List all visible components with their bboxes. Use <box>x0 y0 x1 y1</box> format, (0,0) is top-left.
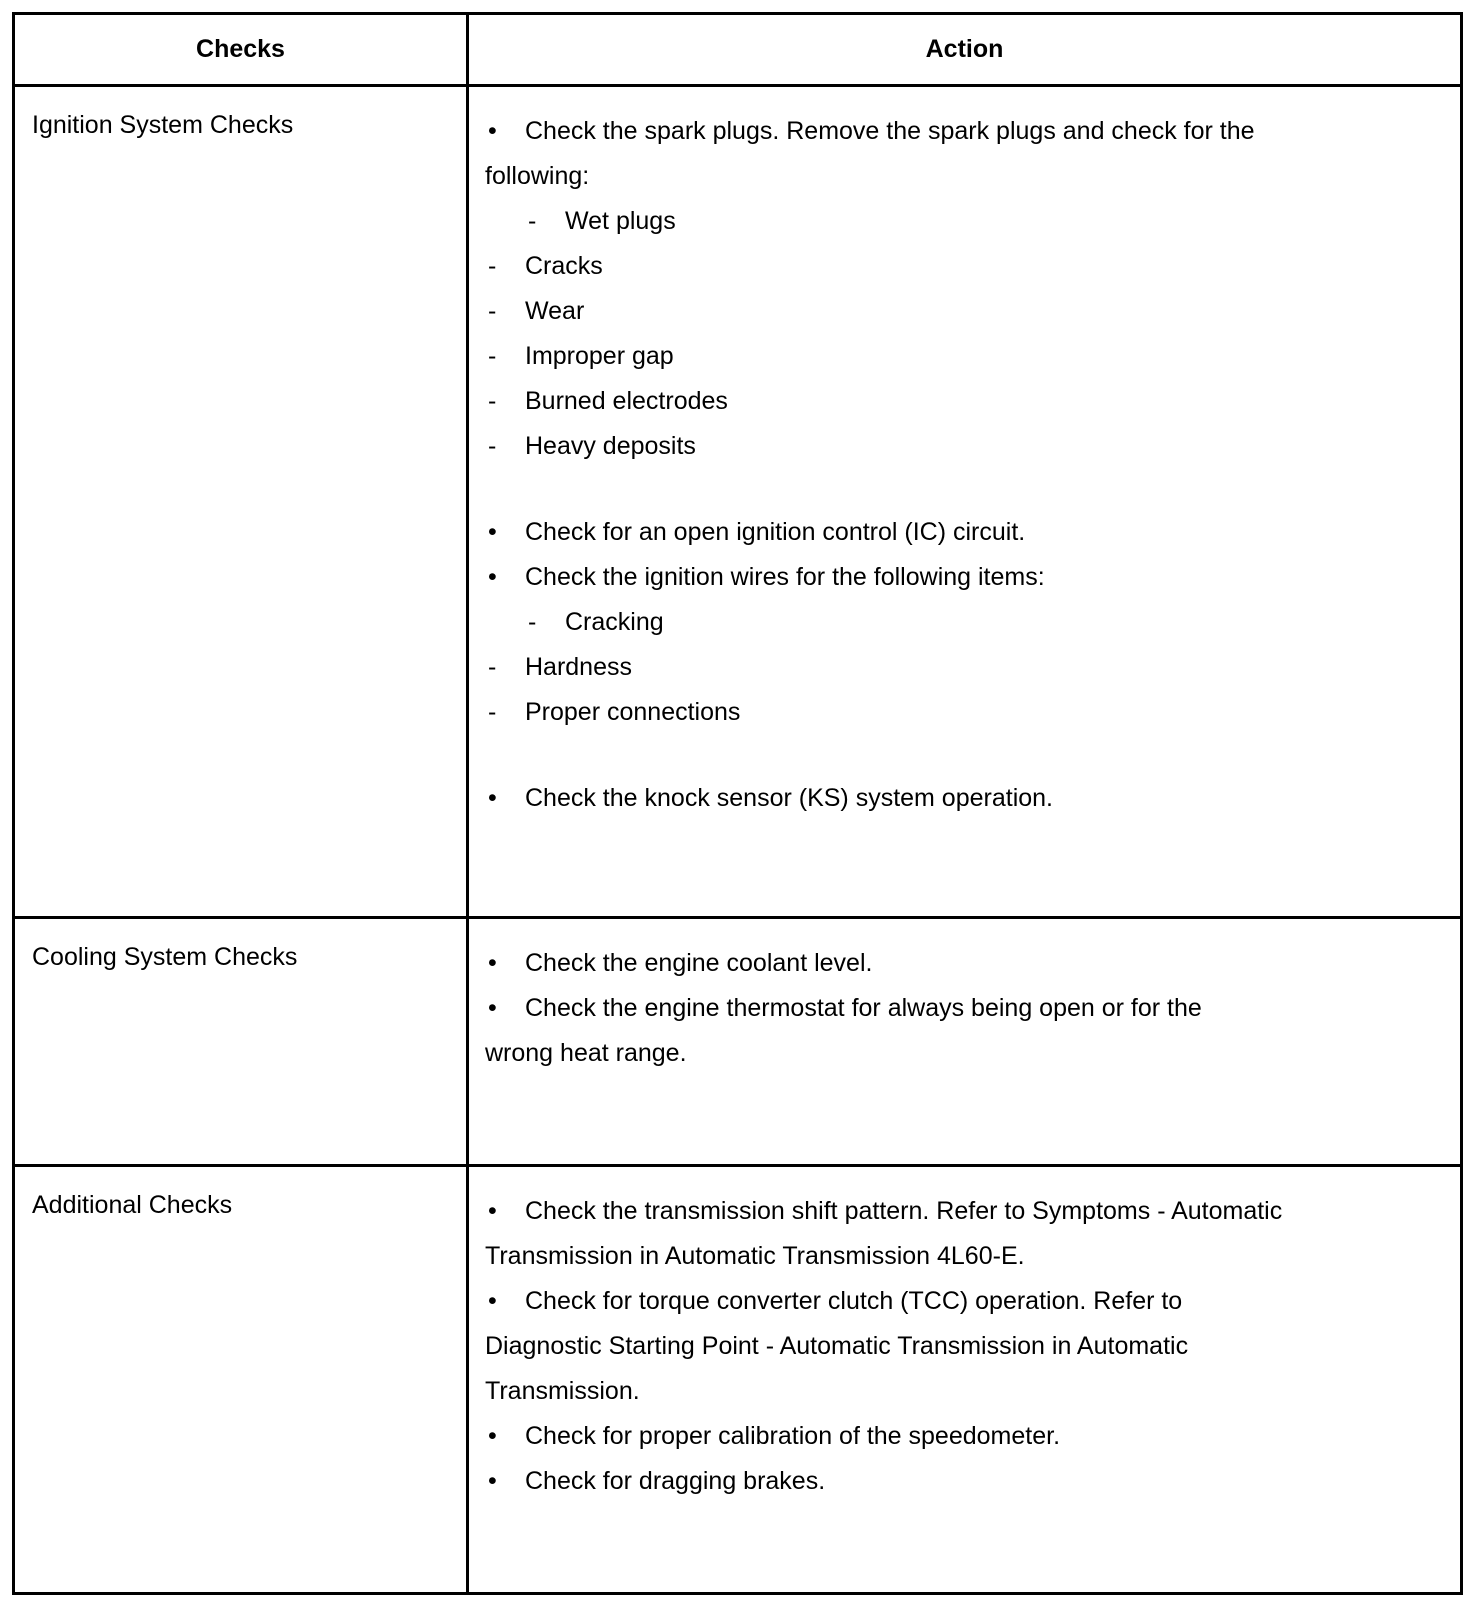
table-row <box>14 85 1462 917</box>
dash-icon: - <box>488 341 497 370</box>
check-name: Additional Checks <box>14 1165 468 1593</box>
dash-icon: - <box>488 251 497 280</box>
table-row <box>14 917 1462 1165</box>
sub-list-item: - Improper gap <box>485 334 1460 379</box>
sub-list-item: - Burned electrodes <box>485 379 1460 424</box>
bullet-icon: • <box>488 783 497 812</box>
action-list <box>468 917 1462 1165</box>
list-item-continuation: Transmission. <box>485 1376 640 1405</box>
bullet-icon: • <box>488 517 497 546</box>
dash-icon: - <box>488 652 497 681</box>
bullet-icon: • <box>488 562 497 591</box>
list-item: • Check for dragging brakes. <box>485 1459 1460 1504</box>
list-item: • Check for proper calibration of the speedometer. <box>485 1414 1460 1459</box>
list-item: • Check the engine coolant level. <box>485 941 1460 986</box>
list-item: • Check the spark plugs. Remove the spark plugs and check for the <box>485 109 1460 154</box>
dash-icon: - <box>488 386 497 415</box>
dash-icon: - <box>488 296 497 325</box>
list-item: • Check the transmission shift pattern. Refer to Symptoms - Automatic <box>485 1189 1460 1234</box>
bullet-icon: • <box>488 948 497 977</box>
bullet-icon: • <box>488 1286 497 1315</box>
bullet-icon: • <box>488 1421 497 1450</box>
list-item-continuation: wrong heat range. <box>485 1038 687 1067</box>
header-checks: Checks <box>14 14 468 86</box>
sub-list-item: - Proper connections <box>485 690 1460 735</box>
list-item-continuation: Diagnostic Starting Point - Automatic Transmission in Automatic <box>485 1331 1189 1360</box>
list-item: • Check the knock sensor (KS) system operation. <box>485 776 1460 821</box>
action-list <box>468 85 1462 917</box>
checks-table <box>12 12 1463 1595</box>
sub-list-item: - Cracks <box>485 244 1460 289</box>
sub-list-item: - Heavy deposits <box>485 424 1460 469</box>
check-name: Ignition System Checks <box>14 85 468 917</box>
header-action: Action <box>468 14 1462 86</box>
sub-list-item: - Hardness <box>485 645 1460 690</box>
list-item: • Check the ignition wires for the following items: <box>485 555 1460 600</box>
list-item: • Check for an open ignition control (IC) circuit. <box>485 510 1460 555</box>
spacer <box>485 469 1460 510</box>
action-list <box>468 1165 1462 1593</box>
spacer <box>485 735 1460 776</box>
list-item-continuation: following: <box>485 161 590 190</box>
dash-icon: - <box>528 607 537 636</box>
dash-icon: - <box>488 697 497 726</box>
list-item: • Check the engine thermostat for always being open or for the <box>485 986 1460 1031</box>
list-item: • Check for torque converter clutch (TCC) operation. Refer to <box>485 1279 1460 1324</box>
bullet-icon: • <box>488 1196 497 1225</box>
check-name: Cooling System Checks <box>14 917 468 1165</box>
dash-icon: - <box>528 206 537 235</box>
bullet-icon: • <box>488 116 497 145</box>
sub-list-item: - Wear <box>485 289 1460 334</box>
list-item-continuation: Transmission in Automatic Transmission 4L60-E. <box>485 1241 1025 1270</box>
dash-icon: - <box>488 431 497 460</box>
sub-list-item: - Cracking <box>485 600 1460 645</box>
bullet-icon: • <box>488 993 497 1022</box>
table-row <box>14 1165 1462 1593</box>
header-row <box>14 14 1462 86</box>
bullet-icon: • <box>488 1466 497 1495</box>
sub-list-item: - Wet plugs <box>485 199 1460 244</box>
